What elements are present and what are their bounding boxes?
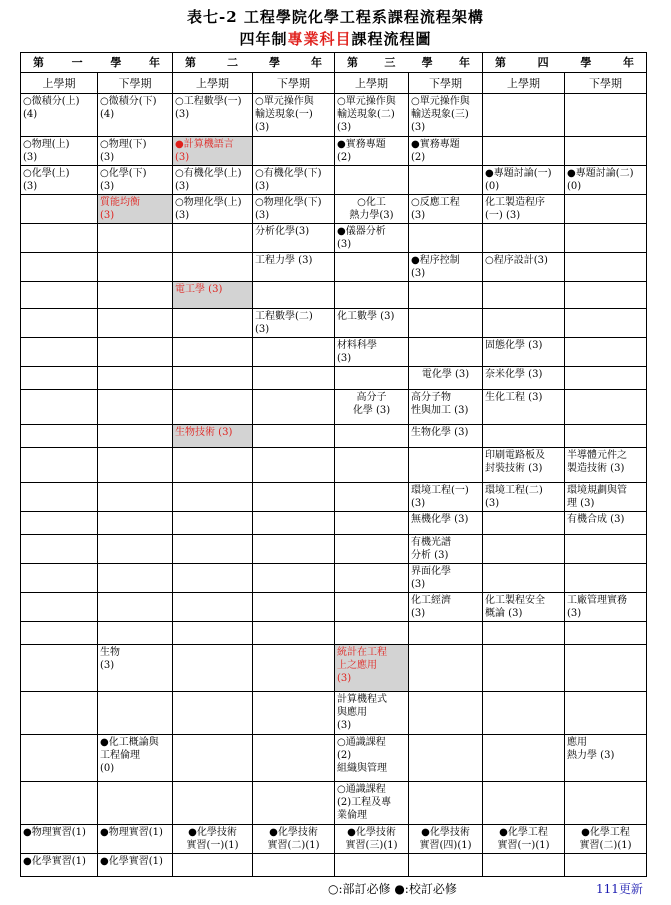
empty-cell [21,692,98,735]
empty-cell [565,137,647,166]
empty-cell [483,425,565,448]
empty-cell [21,338,98,367]
semester-lower: 下學期 [253,73,335,94]
empty-cell [21,735,98,782]
empty-cell [565,782,647,825]
course-cell: 計算機程式 與應用 (3) [335,692,409,735]
empty-cell [253,390,335,425]
course-cell: ●化學工程 實習(一)(1) [483,825,565,854]
empty-cell [565,94,647,137]
course-row [21,195,647,224]
empty-cell [409,309,483,338]
course-cell: 工廠管理實務 (3) [565,593,647,622]
course-cell: ●計算機語言 (3) [173,137,253,166]
empty-cell [409,224,483,253]
empty-cell [483,137,565,166]
legend: ○:部訂必修 ●:校訂必修 [328,882,457,896]
course-cell: ●專題討論(二) (0) [565,166,647,195]
semester-upper: 上學期 [335,73,409,94]
empty-cell [253,854,335,877]
empty-cell [21,309,98,338]
empty-cell [483,735,565,782]
course-cell: 高分子 化學 (3) [335,390,409,425]
empty-cell [253,338,335,367]
course-cell: ●程序控制 (3) [409,253,483,282]
empty-cell [173,564,253,593]
empty-cell [483,645,565,692]
course-row [21,94,647,137]
empty-cell [98,483,173,512]
course-row [21,309,647,338]
empty-cell [409,735,483,782]
course-cell: 應用 熱力學 (3) [565,735,647,782]
empty-cell [565,224,647,253]
empty-cell [483,512,565,535]
course-cell: ●化學技術 實習(二)(1) [253,825,335,854]
empty-cell [253,483,335,512]
empty-cell [565,195,647,224]
empty-cell [173,645,253,692]
course-row [21,735,647,782]
course-cell: 生化工程 (3) [483,390,565,425]
empty-cell [483,692,565,735]
empty-cell [98,425,173,448]
empty-cell [21,367,98,390]
course-row [21,224,647,253]
semester-header-row [21,73,647,94]
empty-cell [98,448,173,483]
course-cell: ○有機化學(上) (3) [173,166,253,195]
course-row [21,166,647,195]
empty-cell [173,253,253,282]
course-cell: 奈米化學 (3) [483,367,565,390]
page-title: 表七-2 工程學院化學工程系課程流程架構 [187,8,484,26]
empty-cell [565,622,647,645]
semester-lower: 下學期 [565,73,647,94]
empty-cell [98,535,173,564]
course-cell: ○反應工程 (3) [409,195,483,224]
course-row [21,448,647,483]
course-cell: ○通識課程 (2)工程及專 業倫理 [335,782,409,825]
empty-cell [483,535,565,564]
empty-cell [21,253,98,282]
empty-cell [173,224,253,253]
course-cell: 統計在工程 上之應用 (3) [335,645,409,692]
empty-cell [21,512,98,535]
empty-cell [335,166,409,195]
empty-cell [98,593,173,622]
course-cell: 工程數學(二) (3) [253,309,335,338]
subtitle-part-a: 四年制 [239,30,288,48]
empty-cell [253,282,335,309]
course-cell: ○單元操作與 輸送現象(一) (3) [253,94,335,137]
empty-cell [409,692,483,735]
empty-cell [409,282,483,309]
empty-cell [483,854,565,877]
empty-cell [98,338,173,367]
semester-upper: 上學期 [173,73,253,94]
empty-cell [253,593,335,622]
course-row [21,512,647,535]
course-cell: 化工製造程序 (一) (3) [483,195,565,224]
course-cell: 工程力學 (3) [253,253,335,282]
course-cell: ●物理實習(1) [98,825,173,854]
course-row [21,367,647,390]
course-cell: 化工製程安全 概論 (3) [483,593,565,622]
course-cell: 材料科學 (3) [335,338,409,367]
empty-cell [565,253,647,282]
course-cell: ○有機化學(下) (3) [253,166,335,195]
empty-cell [173,338,253,367]
course-cell: 環境規劃與管 理 (3) [565,483,647,512]
course-cell: 界面化學 (3) [409,564,483,593]
empty-cell [335,483,409,512]
empty-cell [173,483,253,512]
empty-cell [98,692,173,735]
course-cell: 無機化學 (3) [409,512,483,535]
empty-cell [253,735,335,782]
course-cell: ○微積分(下) (4) [98,94,173,137]
page-subtitle [0,28,671,49]
empty-cell [253,692,335,735]
course-row [21,645,647,692]
course-cell: 分析化學(3) [253,224,335,253]
empty-cell [253,645,335,692]
empty-cell [565,309,647,338]
empty-cell [98,224,173,253]
course-cell: ●專題討論(一) (0) [483,166,565,195]
empty-cell [409,782,483,825]
empty-cell [335,253,409,282]
course-cell: ○化學(下) (3) [98,166,173,195]
empty-cell [335,282,409,309]
course-flow-table [20,52,647,877]
empty-cell [173,692,253,735]
empty-cell [335,448,409,483]
year-2-header: 第 二 學 年 [173,53,335,73]
empty-cell [173,535,253,564]
course-body [21,94,647,877]
empty-cell [98,367,173,390]
empty-cell [483,94,565,137]
course-cell: 化工經濟 (3) [409,593,483,622]
empty-cell [173,448,253,483]
course-cell: 質能均衡 (3) [98,195,173,224]
empty-cell [565,535,647,564]
course-cell: ○物理化學(上) (3) [173,195,253,224]
empty-cell [565,564,647,593]
empty-cell [21,425,98,448]
empty-cell [335,367,409,390]
empty-cell [173,782,253,825]
semester-lower: 下學期 [409,73,483,94]
empty-cell [483,622,565,645]
empty-cell [253,622,335,645]
course-row [21,593,647,622]
empty-cell [253,782,335,825]
course-row [21,564,647,593]
course-cell: ●儀器分析 (3) [335,224,409,253]
subtitle-highlight: 專業科目 [287,30,352,48]
empty-cell [335,854,409,877]
empty-cell [98,564,173,593]
empty-cell [335,512,409,535]
empty-cell [409,854,483,877]
empty-cell [21,782,98,825]
course-row [21,622,647,645]
empty-cell [253,425,335,448]
course-cell: ○物理(上) (3) [21,137,98,166]
course-cell: ○物理(下) (3) [98,137,173,166]
empty-cell [98,512,173,535]
course-cell: ○化工 熱力學(3) [335,195,409,224]
course-cell: ○化學(上) (3) [21,166,98,195]
empty-cell [565,282,647,309]
empty-cell [21,195,98,224]
course-cell: ●化學技術 實習(一)(1) [173,825,253,854]
empty-cell [253,448,335,483]
course-row [21,137,647,166]
course-cell: 電化學 (3) [409,367,483,390]
course-row [21,253,647,282]
empty-cell [21,224,98,253]
empty-cell [565,425,647,448]
course-cell: ○單元操作與 輸送現象(三) (3) [409,94,483,137]
year-4-header: 第 四 學 年 [483,53,647,73]
empty-cell [21,448,98,483]
empty-cell [253,512,335,535]
course-cell: ●化學技術 實習(三)(1) [335,825,409,854]
course-cell: 高分子物 性與加工 (3) [409,390,483,425]
empty-cell [409,166,483,195]
empty-cell [21,593,98,622]
empty-cell [483,282,565,309]
course-cell: 有機光譜 分析 (3) [409,535,483,564]
course-row [21,282,647,309]
empty-cell [98,782,173,825]
year-1-header: 第 一 學 年 [21,53,173,73]
course-row [21,338,647,367]
course-row [21,825,647,854]
empty-cell [173,309,253,338]
empty-cell [253,367,335,390]
empty-cell [98,282,173,309]
empty-cell [21,564,98,593]
course-cell: ○微積分(上) (4) [21,94,98,137]
empty-cell [565,367,647,390]
empty-cell [409,645,483,692]
empty-cell [335,425,409,448]
course-cell: ●化學實習(1) [21,854,98,877]
course-cell: ○通識課程 (2) 組織與管理 [335,735,409,782]
empty-cell [483,564,565,593]
course-row [21,390,647,425]
empty-cell [98,309,173,338]
empty-cell [21,535,98,564]
course-cell: ●實務專題 (2) [409,137,483,166]
course-cell: 半導體元件之 製造技術 (3) [565,448,647,483]
empty-cell [483,224,565,253]
empty-cell [21,483,98,512]
update-note: 111更新 [596,882,643,896]
course-cell: 固態化學 (3) [483,338,565,367]
empty-cell [173,622,253,645]
course-cell: 生物化學 (3) [409,425,483,448]
empty-cell [21,645,98,692]
empty-cell [253,535,335,564]
empty-cell [253,564,335,593]
empty-cell [565,645,647,692]
empty-cell [173,390,253,425]
empty-cell [335,535,409,564]
course-row [21,692,647,735]
year-3-header: 第 三 學 年 [335,53,483,73]
empty-cell [409,338,483,367]
course-row [21,483,647,512]
empty-cell [409,622,483,645]
empty-cell [253,137,335,166]
semester-upper: 上學期 [483,73,565,94]
empty-cell [335,622,409,645]
empty-cell [565,854,647,877]
empty-cell [565,338,647,367]
course-cell: ●化學實習(1) [98,854,173,877]
empty-cell [21,282,98,309]
course-cell: ●化工概論與 工程倫理 (0) [98,735,173,782]
course-cell: 環境工程(一) (3) [409,483,483,512]
course-cell: 化工數學 (3) [335,309,409,338]
course-cell: ○物理化學(下) (3) [253,195,335,224]
empty-cell [98,622,173,645]
course-cell: ●化學技術 實習(四)(1) [409,825,483,854]
course-cell: 生物技術 (3) [173,425,253,448]
course-cell: 環境工程(二) (3) [483,483,565,512]
empty-cell [335,593,409,622]
course-row [21,854,647,877]
course-cell: ○工程數學(一) (3) [173,94,253,137]
empty-cell [21,390,98,425]
course-cell: 有機合成 (3) [565,512,647,535]
course-row [21,535,647,564]
empty-cell [409,448,483,483]
subtitle-part-c: 課程流程圖 [351,30,432,48]
course-row [21,782,647,825]
empty-cell [335,564,409,593]
empty-cell [98,253,173,282]
empty-cell [173,512,253,535]
empty-cell [173,735,253,782]
empty-cell [483,782,565,825]
course-cell: ●實務專題 (2) [335,137,409,166]
course-cell: 電工學 (3) [173,282,253,309]
semester-upper: 上學期 [21,73,98,94]
course-row [21,425,647,448]
empty-cell [483,309,565,338]
empty-cell [98,390,173,425]
empty-cell [173,367,253,390]
empty-cell [173,593,253,622]
empty-cell [173,854,253,877]
course-cell: 印刷電路板及 封裝技術 (3) [483,448,565,483]
course-cell: ○單元操作與 輸送現象(二) (3) [335,94,409,137]
course-cell: 生物 (3) [98,645,173,692]
empty-cell [565,390,647,425]
semester-lower: 下學期 [98,73,173,94]
course-cell: ●化學工程 實習(二)(1) [565,825,647,854]
year-header-row [21,53,647,73]
course-cell: ●物理實習(1) [21,825,98,854]
course-cell: ○程序設計(3) [483,253,565,282]
empty-cell [21,622,98,645]
empty-cell [565,692,647,735]
